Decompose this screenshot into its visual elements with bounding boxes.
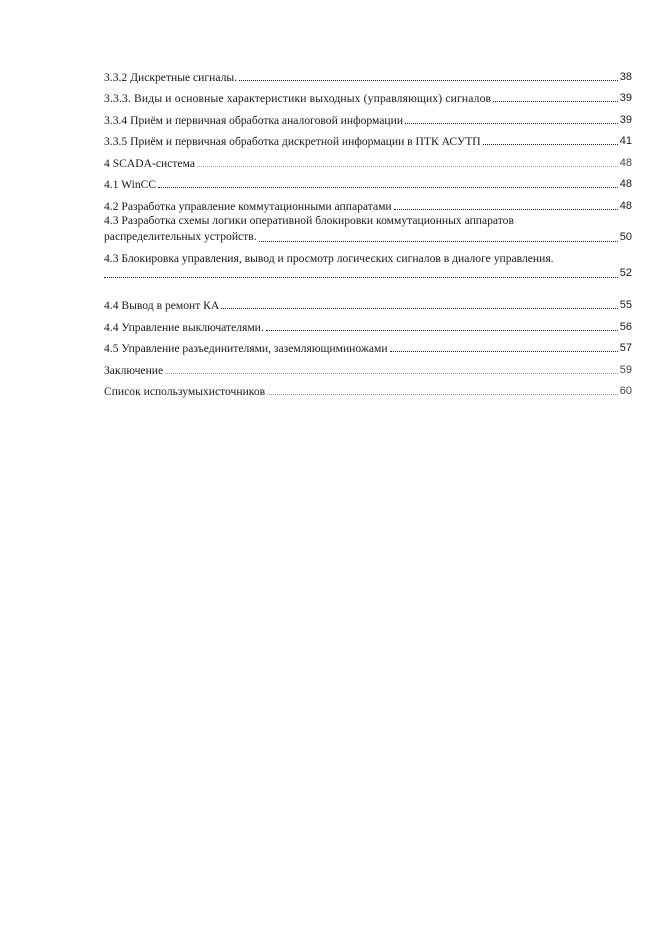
dot-leader [390, 351, 618, 352]
toc-entry-title: 4.4 Вывод в ремонт КА [104, 299, 220, 312]
toc-entry[interactable] [104, 312, 632, 334]
table-of-contents [104, 62, 632, 398]
dot-leader [104, 277, 618, 278]
toc-entry-page: 52 [619, 266, 632, 279]
toc-entry[interactable] [104, 334, 632, 356]
toc-entry-title: Список использумыхисточников [104, 385, 266, 398]
dot-leader [394, 209, 618, 210]
dot-leader [483, 144, 618, 145]
toc-entry-page: 57 [619, 342, 632, 354]
toc-entry-page: 48 [619, 178, 632, 190]
toc-entry[interactable] [104, 291, 632, 313]
toc-entry-page: 41 [619, 135, 632, 147]
toc-entry[interactable] [104, 355, 632, 377]
toc-entry[interactable] [104, 251, 632, 291]
dot-leader [158, 187, 618, 188]
dot-leader [239, 80, 618, 81]
toc-entry-page: 55 [619, 299, 632, 311]
toc-entry-title: 4 SCADA-система [104, 156, 195, 170]
toc-entry-title: 4.3 Разработка схемы логики оперативной блокировки коммутационных аппаратов [104, 213, 514, 227]
toc-entry[interactable] [104, 191, 632, 213]
toc-entry[interactable] [104, 127, 632, 149]
toc-entry-title-continued: распределительных устройств. [104, 229, 257, 243]
toc-entry-title: 3.3.3. Виды и основные характеристики выходных (управляющих) сигналов [104, 92, 492, 105]
dot-leader [259, 241, 618, 242]
dot-leader [165, 373, 618, 374]
toc-entry-title: 3.3.2 Дискретные сигналы. [104, 70, 238, 84]
toc-entry-page: 39 [619, 92, 632, 104]
toc-entry-title: 3.3.4 Приём и первичная обработка аналоговой информации [104, 113, 404, 127]
toc-entry[interactable] [104, 62, 632, 84]
toc-entry-page: 48 [619, 199, 632, 212]
toc-entry-page: 39 [619, 113, 632, 126]
toc-entry[interactable] [104, 84, 632, 106]
dot-leader [493, 101, 618, 102]
toc-entry-title: 4.3 Блокировка управления, вывод и просмотр логических сигналов в диалоге управления. [104, 251, 554, 265]
toc-entry-page: 50 [619, 230, 632, 243]
toc-entry-page: 56 [619, 320, 632, 333]
toc-entry[interactable] [104, 105, 632, 127]
dot-leader [197, 166, 618, 167]
toc-entry-page: 48 [619, 156, 632, 169]
toc-entry-page: 59 [619, 363, 632, 376]
toc-entry-title: 4.4 Управление выключателями. [104, 320, 264, 334]
toc-entry[interactable] [104, 170, 632, 192]
toc-entry-title: 4.5 Управление разъединителями, заземляющиминожами [104, 342, 388, 355]
toc-entry[interactable] [104, 148, 632, 170]
dot-leader [267, 394, 618, 395]
dot-leader [405, 123, 618, 124]
toc-entry[interactable] [104, 213, 632, 251]
toc-entry-title: 3.3.5 Приём и первичная обработка дискретной информации в ПТК АСУТП [104, 135, 481, 148]
dot-leader [266, 330, 618, 331]
toc-entry[interactable] [104, 377, 632, 399]
toc-entry-title: 4.2 Разработка управление коммутационными аппаратами [104, 199, 392, 213]
dot-leader [221, 308, 617, 309]
toc-entry-title: Заключение [104, 363, 164, 377]
toc-entry-page: 60 [619, 385, 632, 397]
toc-entry-title: 4.1 WinCC [104, 178, 157, 191]
toc-entry-page: 38 [619, 70, 632, 83]
